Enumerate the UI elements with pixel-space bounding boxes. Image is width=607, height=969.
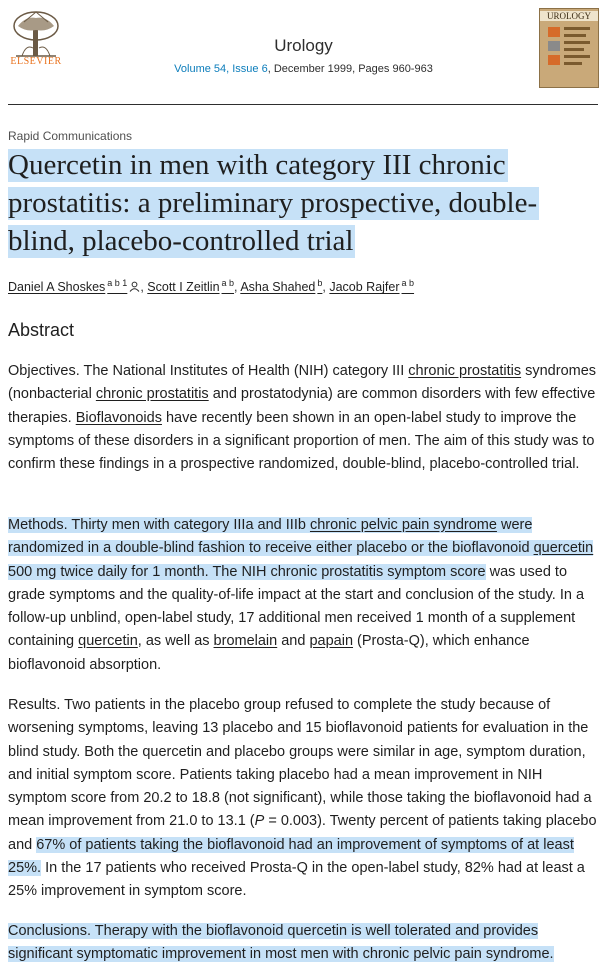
topic-link-chronic-pelvic-pain-syndrome[interactable]: chronic pelvic pain syndrome xyxy=(309,517,497,533)
cover-title: UROLOGY xyxy=(540,11,598,21)
methods-text: Methods. Thirty men with category IIIa and IIIb xyxy=(8,517,310,533)
date-pages: , December 1999, Pages 960-963 xyxy=(267,63,433,75)
topic-link-quercetin-2[interactable]: quercetin xyxy=(78,633,138,650)
author-name: Jacob Rajfer xyxy=(329,280,400,295)
cover-line xyxy=(564,48,584,51)
objectives-text: Objectives. The National Institutes of Health (NIH) category III xyxy=(8,363,409,379)
topic-link-papain[interactable]: papain xyxy=(309,633,354,650)
methods-text: was used to grade symptoms and the quality-of-life impact at the start and conclusion of the study. In a follow-up unblind, open-label study, 17 additional men received 1 month of a supplement containing xyxy=(8,563,585,650)
abstract-results xyxy=(8,694,599,904)
article-title xyxy=(8,146,578,260)
topic-link-chronic-prostatitis-2[interactable]: chronic prostatitis xyxy=(95,386,209,403)
article-section-label: Rapid Communications xyxy=(8,129,133,143)
abstract-heading: Abstract xyxy=(8,320,75,340)
cover-block xyxy=(548,55,560,65)
abstract-methods xyxy=(8,514,599,677)
cover-line xyxy=(564,27,590,30)
journal-cover-image[interactable] xyxy=(539,8,599,88)
abstract-conclusions xyxy=(8,920,599,967)
author-affiliation: b xyxy=(317,278,323,288)
topic-link-bioflavonoids[interactable]: Bioflavonoids xyxy=(75,409,162,426)
journal-title[interactable]: Urology xyxy=(274,36,333,55)
article-header xyxy=(0,0,607,104)
author-rajfer[interactable] xyxy=(329,280,414,294)
methods-text: , as well as xyxy=(137,633,214,650)
author-affiliation: a b xyxy=(221,278,235,288)
author-shahed[interactable] xyxy=(240,280,322,294)
results-text: = 0.003). Twenty percent of patients taking placebo and xyxy=(8,813,597,853)
author-separator: , xyxy=(140,280,148,295)
citation-line xyxy=(0,63,607,75)
topic-link-chronic-prostatitis[interactable]: chronic prostatitis xyxy=(408,363,522,379)
author-zeitlin[interactable] xyxy=(147,280,234,294)
cover-line xyxy=(564,41,590,44)
author-affiliation: a b 1 xyxy=(107,278,128,288)
methods-text: (Prosta-Q), which enhance bioflavonoid absorption. xyxy=(8,633,530,673)
cover-line xyxy=(564,34,586,37)
results-text: Results. Two patients in the placebo group refused to complete the study because of worsening symptoms, leaving 13 placebo and 15 bioflavonoid patients for evaluation in the blind study. Both the quercetin and placebo groups were similar in age, symptom duration, and initial symptom score. Patients taking placebo had a mean improvement in NIH symptom score from 20.2 to 18.8 (not significant), while those taking the bioflavonoid had a mean improvement from 21.0 to 13.1 ( xyxy=(8,697,592,830)
publisher-name: ELSEVIER xyxy=(10,56,62,67)
p-value-symbol: P xyxy=(254,813,265,830)
author-shoskes[interactable] xyxy=(8,280,140,294)
results-highlight: 67% of patients taking the bioflavonoid had an improvement of symptoms of at least 25%. xyxy=(8,836,574,877)
volume-issue-link[interactable]: Volume 54, Issue 6 xyxy=(174,63,268,75)
author-separator: , xyxy=(234,280,241,295)
objectives-text: syndromes (nonbacterial xyxy=(8,363,597,403)
header-divider xyxy=(8,104,598,105)
author-name: Asha Shahed xyxy=(240,280,316,295)
topic-link-quercetin[interactable]: quercetin xyxy=(533,540,594,557)
author-list xyxy=(8,278,598,295)
author-affiliation: a b xyxy=(401,278,415,288)
cover-block xyxy=(548,41,560,51)
author-name: Scott I Zeitlin xyxy=(147,280,220,295)
methods-text: were randomized in a double-blind fashion to receive either placebo or the bioflavonoid xyxy=(8,517,534,557)
article-title-text: Quercetin in men with category III chronic prostatitis: a preliminary prospective, double-blind, placebo-controlled trial xyxy=(8,149,538,257)
objectives-text: and prostatodynia) are common disorders with few effective therapies. xyxy=(8,386,596,426)
methods-text: and xyxy=(277,633,310,650)
person-icon xyxy=(129,281,140,295)
results-text: In the 17 patients who received Prosta-Q in the open-label study, 82% had at least a 25% improvement in symptom score. xyxy=(8,860,585,900)
conclusions-highlight: Conclusions. Therapy with the bioflavonoid quercetin is well tolerated and provides significant symptomatic improvement in most men with chronic pelvic pain syndrome. xyxy=(8,923,554,963)
cover-line xyxy=(564,55,590,58)
objectives-text: have recently been shown in an open-label study to improve the symptoms of these disorders in a significant proportion of men. The aim of this study was to confirm these findings in a prospective randomized, double-blind, placebo-controlled trial. xyxy=(8,409,595,473)
topic-link-bromelain[interactable]: bromelain xyxy=(213,633,278,650)
abstract-objectives xyxy=(8,360,599,476)
author-separator: , xyxy=(322,280,330,295)
cover-block xyxy=(548,27,560,37)
cover-line xyxy=(564,62,582,65)
methods-text: 500 mg twice daily for 1 month. The NIH chronic prostatitis symptom score xyxy=(8,563,486,580)
author-name: Daniel A Shoskes xyxy=(8,280,106,295)
